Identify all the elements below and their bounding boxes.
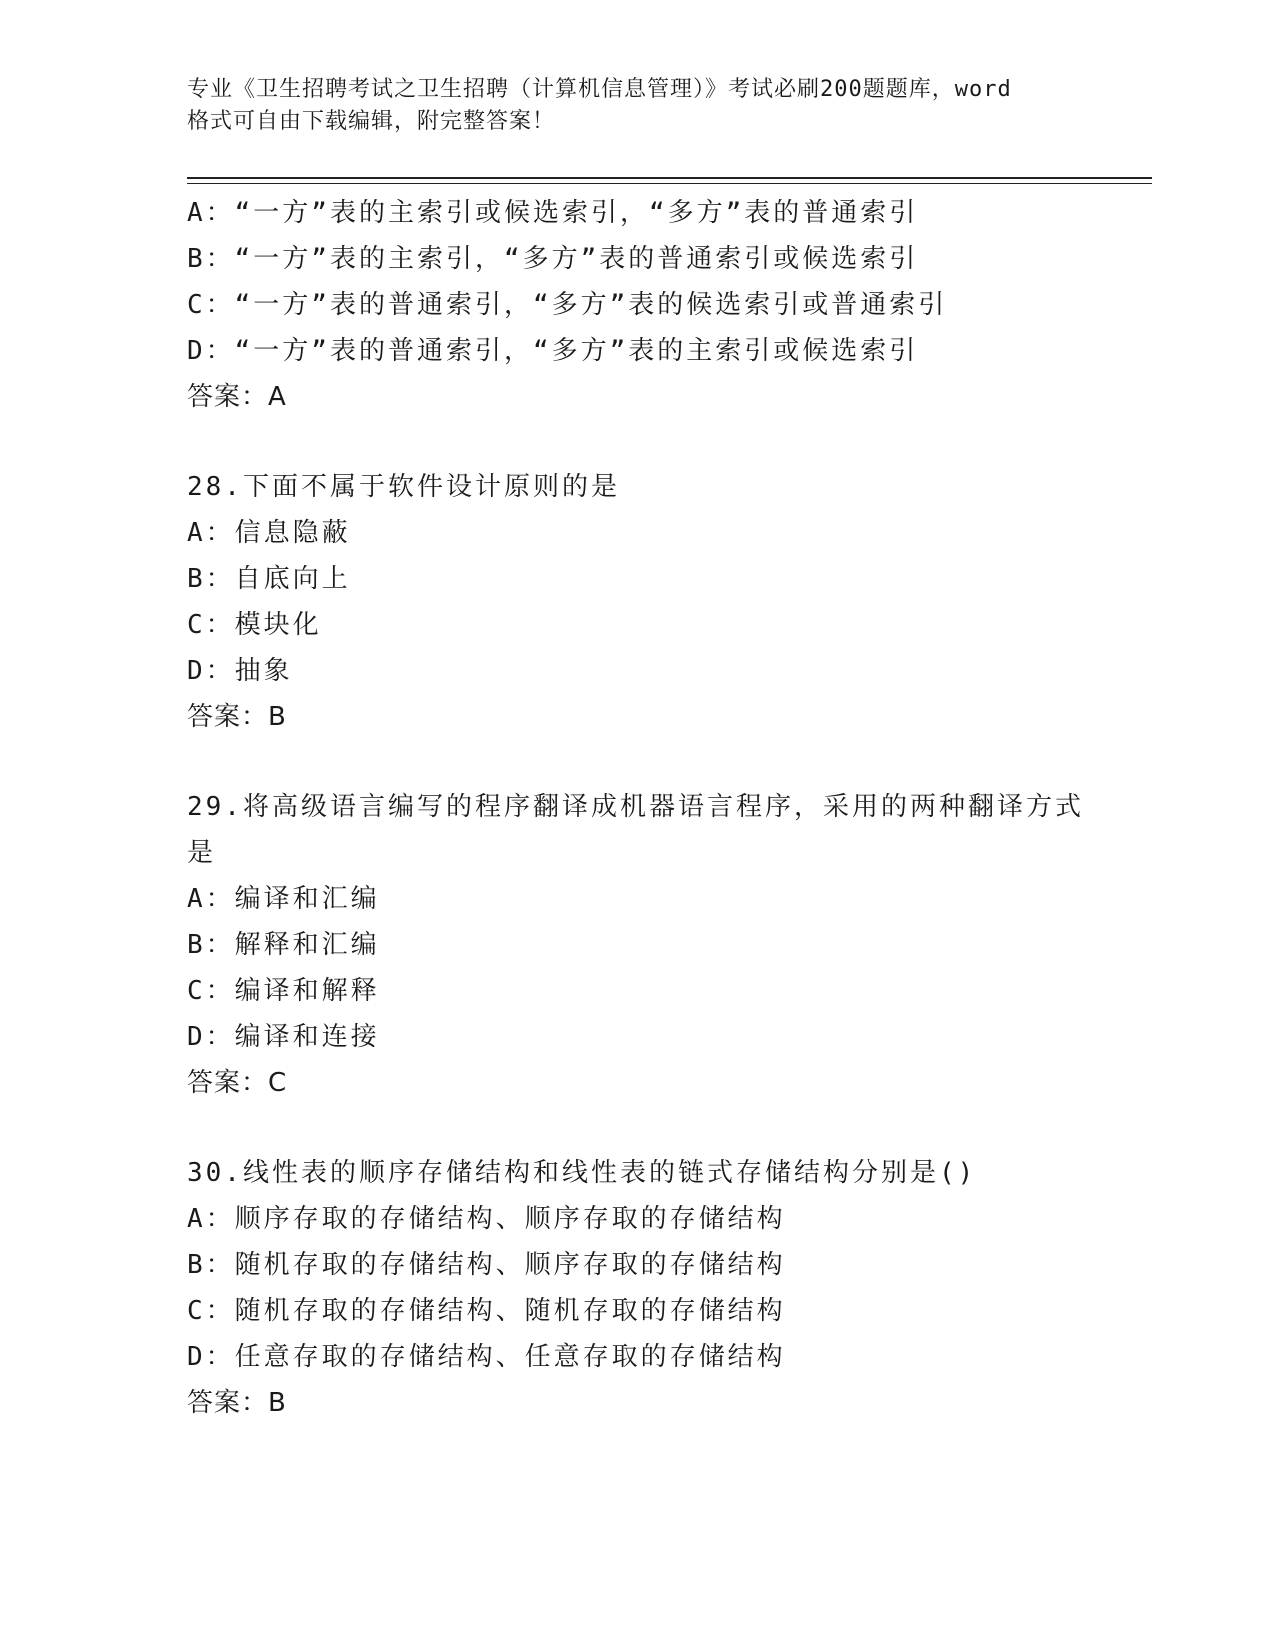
question-28 xyxy=(187,464,1087,740)
document-header xyxy=(187,74,1087,138)
option-c: C：编译和解释 xyxy=(187,976,380,1006)
option-b: B：随机存取的存储结构、顺序存取的存储结构 xyxy=(187,1250,786,1280)
option-a: A：编译和汇编 xyxy=(187,884,380,914)
question-stem: 30.线性表的顺序存储结构和线性表的链式存储结构分别是() xyxy=(187,1158,977,1188)
question-29 xyxy=(187,784,1087,1106)
question-30 xyxy=(187,1150,1087,1426)
question-list xyxy=(187,190,1087,1426)
header-divider-thin xyxy=(187,183,1152,184)
spacer xyxy=(187,420,1087,464)
option-b: B：解释和汇编 xyxy=(187,930,380,960)
question-stem: 28.下面不属于软件设计原则的是 xyxy=(187,472,620,502)
answer-line: 答案：C xyxy=(187,1068,288,1098)
header-title-line-2: 格式可自由下载编辑，附完整答案！ xyxy=(187,109,556,134)
option-a: A：顺序存取的存储结构、顺序存取的存储结构 xyxy=(187,1204,786,1234)
option-c: C：“一方”表的普通索引，“多方”表的候选索引或普通索引 xyxy=(187,290,948,320)
option-d: D：“一方”表的普通索引，“多方”表的主索引或候选索引 xyxy=(187,336,919,366)
option-d: D：任意存取的存储结构、任意存取的存储结构 xyxy=(187,1342,786,1372)
option-b: B：自底向上 xyxy=(187,564,351,594)
option-a: A：“一方”表的主索引或候选索引，“多方”表的普通索引 xyxy=(187,198,919,228)
option-d: D：抽象 xyxy=(187,656,293,686)
answer-line: 答案：A xyxy=(187,382,287,412)
option-c: C：模块化 xyxy=(187,610,322,640)
option-c: C：随机存取的存储结构、随机存取的存储结构 xyxy=(187,1296,786,1326)
spacer xyxy=(187,740,1087,784)
header-title-line-1: 专业《卫生招聘考试之卫生招聘（计算机信息管理）》考试必刷200题题库，word xyxy=(187,77,1012,102)
spacer xyxy=(187,1106,1087,1150)
question-stem: 29.将高级语言编写的程序翻译成机器语言程序，采用的两种翻译方式是 xyxy=(187,792,1084,868)
answer-line: 答案：B xyxy=(187,1388,287,1418)
option-a: A：信息隐蔽 xyxy=(187,518,351,548)
option-b: B：“一方”表的主索引，“多方”表的普通索引或候选索引 xyxy=(187,244,919,274)
header-divider-thick xyxy=(187,177,1152,179)
option-d: D：编译和连接 xyxy=(187,1022,380,1052)
question-27-tail xyxy=(187,190,1087,420)
answer-line: 答案：B xyxy=(187,702,287,732)
